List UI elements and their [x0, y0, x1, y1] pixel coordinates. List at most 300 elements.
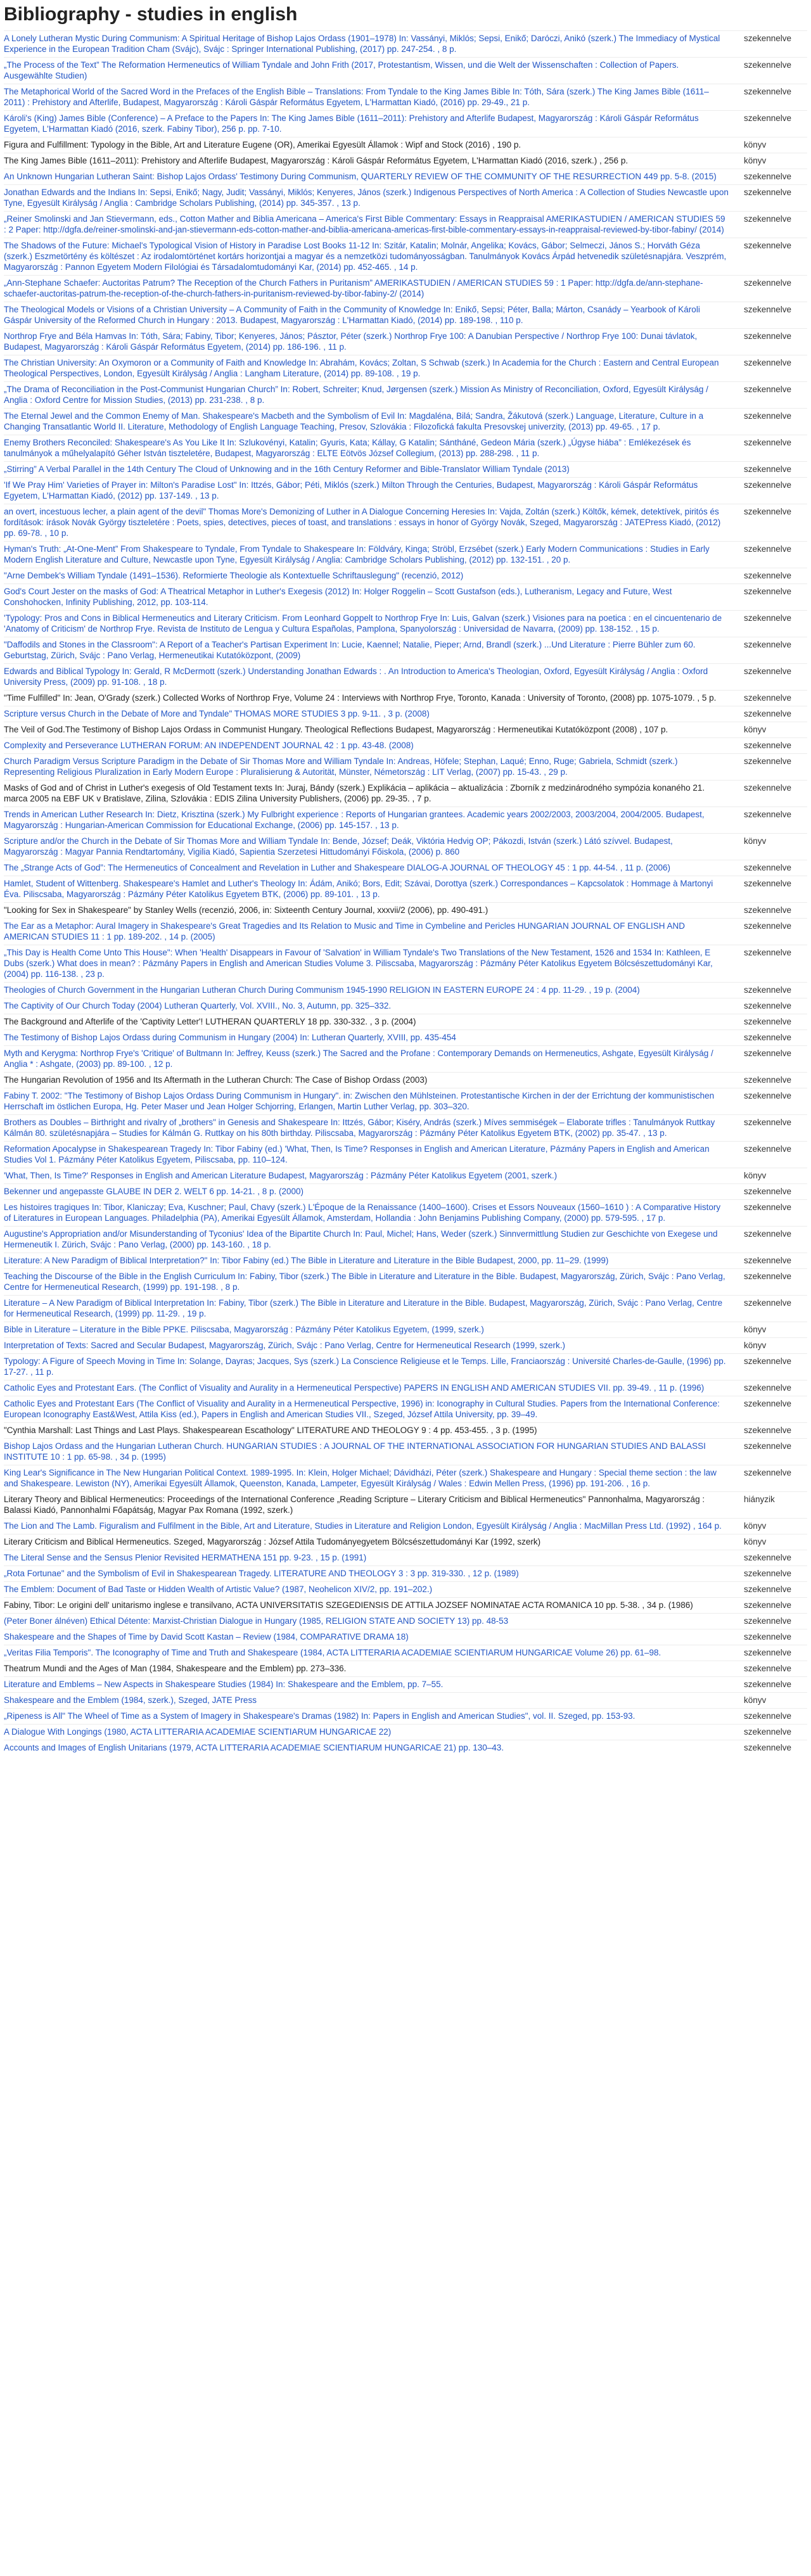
entry-text-cell: [4, 836, 741, 857]
bibliography-entry: [4, 1226, 807, 1253]
entry-text-cell: [4, 86, 741, 108]
entry-type-label: szekennelve: [744, 1680, 792, 1689]
entry-text-cell: [4, 1726, 741, 1737]
entry-title-link[interactable]: Scripture and/or the Church in the Debate of Sir Thomas More and William Tyndale In: Bende, József; Deák, Viktória Hedvig OP; Pákozdi, István (szerk.) Látó szívvel. Budapest, Magyarország : Magyar Pannia Rendtartomány, Vigilia Kiadó, Sapientia Szerzetesi Hittudományi Főiskola, (2006) p. 860: [4, 836, 673, 857]
bibliography-entry: [4, 1072, 807, 1088]
entry-type-label: szekennelve: [744, 305, 792, 314]
entry-text-cell: [4, 613, 741, 634]
entry-type-label: szekennelve: [744, 113, 792, 123]
bibliography-entry: [4, 1422, 807, 1438]
entry-type-label: szekennelve: [744, 783, 792, 793]
bibliography-entry: [4, 355, 807, 381]
bibliography-entry: [4, 238, 807, 275]
bibliography-entry: [4, 1676, 807, 1692]
bibliography-entry: [4, 1534, 807, 1550]
entry-title-text: Masks of God and of Christ in Luther's exegesis of Old Testament texts In: Juraj, Bándy (szerk.) Explikácia – aplikácia – aktualizácia : Zborník z medzinárodného sympózia konaného 21. marca 2005 na EBF UK v Bratislave, Zilina, Szlovákia : EDIS Zilina University Publishers, (2006) pp. 29-35. , 7 p.: [4, 783, 705, 803]
bibliography-entry: [4, 945, 807, 982]
entry-title-link[interactable]: "Daffodils and Stones in the Classroom": A Report of a Teacher's Partisan Experiment In: Lucie, Kaennel; Natalie, Pieper; Arnd, Brandl (szerk.) ...Und Literature : Pierre Bühler zum 60. Geburtstag, Zürich, Svájc : Pano Verlag, Hermeneutikai Kutatóközpont, (2009): [4, 640, 696, 660]
entry-type-label: szekennelve: [744, 411, 792, 421]
bibliography-entry: [4, 435, 807, 461]
entry-title-link[interactable]: Interpretation of Texts: Sacred and Secular Budapest, Magyarország, Zürich, Svájc : Pano Verlag, Centre for Hermeneutical Research (1999, szerk.): [4, 1341, 565, 1350]
entry-type-label: szekennelve: [744, 358, 792, 367]
entry-text-cell: [4, 1186, 741, 1197]
bibliography-entry: [4, 1740, 807, 1756]
entry-type-label: szekennelve: [744, 1033, 792, 1042]
entry-type-label: szekennelve: [744, 640, 792, 649]
entry-type-label: szekennelve: [744, 1202, 792, 1212]
entry-type-label: szekennelve: [744, 810, 792, 819]
bibliography-entry: [4, 1491, 807, 1518]
entry-type-label: szekennelve: [744, 60, 792, 70]
entry-title-link[interactable]: The Metaphorical World of the Sacred Word in the Prefaces of the English Bible – Translations: From Tyndale to the King James Bible In: Tóth, Sára (szerk.) The King James Bible (1611–2011) : Prehistory and Afterlife, Budapest, Magyarország : Károli Gáspár Református Egyetem, L'Harmattan Kiadó, (2016) pp. 29-49., 21 p.: [4, 87, 709, 107]
entry-type-label: könyv: [744, 1171, 767, 1180]
bibliography-entry: [4, 1014, 807, 1030]
entry-title-link[interactable]: Myth and Kerygma: Northrop Frye's 'Critique' of Bultmann In: Jeffrey, Keuss (szerk.) The Sacred and the Profane : Contemporary Demands on Hermeneutics, Ashgate, Egyesült Királyság / Anglia * : Ashgate, (2003) pp. 89-100. , 12 p.: [4, 1049, 713, 1069]
entry-text-cell: [4, 1742, 741, 1753]
entry-text-cell: [4, 384, 741, 405]
entry-title-link[interactable]: Reformation Apocalypse in Shakespearean Tragedy In: Tibor Fabiny (ed.) 'What, Then, Is Time? Responses in English and American Literature, Pázmány Papers in English and American Studies Vol 1. Pázmány Péter Katolikus Egyetem, Piliscsaba, pp. 110–124.: [4, 1144, 710, 1164]
entry-type-label: szekennelve: [744, 34, 792, 43]
entry-title-link[interactable]: The Lion and The Lamb. Figuralism and Fulfilment in the Bible, Art and Literature, Studies in Literature and Religion London, Egyesült Királyság / Anglia : MacMillan Press Ltd. (1992) , 164 p.: [4, 1521, 722, 1531]
entry-type-label: szekennelve: [744, 1256, 792, 1265]
bibliography-entry: [4, 275, 807, 302]
bibliography-entry: [4, 1353, 807, 1380]
entry-type-label: szekennelve: [744, 587, 792, 596]
entry-type-label: szekennelve: [744, 544, 792, 554]
bibliography-entry: [4, 1645, 807, 1661]
entry-text-cell: [4, 1467, 741, 1489]
bibliography-entry: [4, 541, 807, 568]
entry-type-label: szekennelve: [744, 1399, 792, 1408]
bibliography-entry: [4, 722, 807, 737]
entry-text-cell: [4, 139, 741, 150]
entry-text-cell: [4, 1117, 741, 1138]
bibliography-entry: [4, 84, 807, 110]
entry-text-cell: [4, 411, 741, 432]
bibliography-entry: [4, 706, 807, 722]
entry-type-label: könyv: [744, 140, 767, 150]
entry-type-label: könyv: [744, 725, 767, 734]
bibliography-entry: [4, 1088, 807, 1114]
entry-type-label: szekennelve: [744, 1001, 792, 1011]
entry-text-cell: [4, 708, 741, 719]
entry-title-link[interactable]: 'If We Pray Him' Varieties of Prayer in: Milton's Paradise Lost" In: Ittzés, Gábor; Péti, Miklós (szerk.) Milton Through the Centuries, Budapest, Magyarország : Károli Gáspár Református Egyetem, L'Harmattan Kiadó, (2012) pp. 137-149. , 13 p.: [4, 480, 698, 501]
bibliography-entry: [4, 1550, 807, 1565]
entry-type-label: szekennelve: [744, 172, 792, 181]
entry-text-cell: [4, 1324, 741, 1335]
entry-text-cell: [4, 1631, 741, 1642]
entry-title-link[interactable]: The Emblem: Document of Bad Taste or Hidden Wealth of Artistic Value? (1987, Neohelicon XIV/2, pp. 191–202.): [4, 1584, 433, 1594]
bibliography-entry: [4, 1438, 807, 1465]
entry-type-label: szekennelve: [744, 1632, 792, 1642]
entry-title-link[interactable]: an overt, incestuous lecher, a plain agent of the devil" Thomas More's Demonizing of Luther in A Dialogue Concerning Heresies In: Vajda, Zoltán (szerk.) Költők, kémek, detektívek, piritós és fordítások: írások Novák György tiszteletére : Poets, spies, detectives, pieces of toast, and translations : essays in honor of György Novák, Szeged, Magyarország : JATEPress Kiadó, (2012) pp. 69-78. , 10 p.: [4, 507, 721, 538]
bibliography-entry: [4, 110, 807, 137]
entry-type-label: szekennelve: [744, 507, 792, 516]
entry-type-label: szekennelve: [744, 985, 792, 995]
entry-text-cell: [4, 113, 741, 134]
entry-title-text: Theatrum Mundi and the Ages of Man (1984, Shakespeare and the Emblem) pp. 273–336.: [4, 1664, 347, 1673]
bibliography-entry: [4, 753, 807, 780]
entry-text-cell: [4, 1441, 741, 1462]
entry-title-link[interactable]: „Ripeness is All" The Wheel of Time as a System of Imagery in Shakespeare's Dramas (1982) In: Papers in English and American Studies", vol. II. Szeged, pp. 153-93.: [4, 1711, 635, 1721]
entry-text-cell: [4, 1600, 741, 1610]
bibliography-entry: [4, 1629, 807, 1645]
entry-text-cell: [4, 1048, 741, 1069]
entry-title-link[interactable]: Hamlet, Student of Wittenberg. Shakespeare's Hamlet and Luther's Theology In: Ádám, Anikó; Bors, Edit; Szávai, Dorottya (szerk.) Correspondances – Kapcsolatok : Hommage à Martonyi Éva. Piliscsaba, Magyarország : Pázmány Péter Katolikus Egyetem BTK, (2006) pp. 89-101. , 13 p.: [4, 879, 713, 899]
bibliography-entry: [4, 663, 807, 690]
entry-text-cell: [4, 331, 741, 352]
entry-title-link[interactable]: Shakespeare and the Shapes of Time by David Scott Kastan – Review (1984, COMPARATIVE DRAMA 18): [4, 1632, 409, 1642]
entry-title-link[interactable]: Catholic Eyes and Protestant Ears. (The Conflict of Visuality and Aurality in a Hermeneutical Perspective) PAPERS IN ENGLISH AND AMERICAN STUDIES VII. pp. 39-49. , 11 p. (1996): [4, 1383, 705, 1393]
bibliography-entry: [4, 583, 807, 610]
entry-type-label: szekennelve: [744, 741, 792, 750]
entry-text-cell: [4, 357, 741, 379]
entry-type-label: szekennelve: [744, 1017, 792, 1026]
entry-title-link[interactable]: The Eternal Jewel and the Common Enemy of Man. Shakespeare's Macbeth and the Symbolism of Evil In: Magdaléna, Bilá; Sandra, Žákutová (szerk.) Language, Literature, Culture in a Changing Transatlantic World II. Literature, Methodology of English Language Teaching, Presov, Szlovákia : Filozofická fakulta Presovskej univerzity, (2013) pp. 49-65. , 17 p.: [4, 411, 704, 431]
bibliography-entry: [4, 1141, 807, 1168]
bibliography-entry: [4, 1253, 807, 1268]
bibliography-entry: [4, 408, 807, 435]
entry-title-link[interactable]: Edwards and Biblical Typology In: Gerald, R McDermott (szerk.) Understanding Jonathan Edwards : . An Introduction to America's Theologian, Oxford, Egyesült Királyság / Anglia : Oxford University Press, (2009) pp. 91-108. , 18 p.: [4, 666, 708, 687]
bibliography-entry: [4, 328, 807, 355]
entry-title-link[interactable]: The Ear as a Metaphor: Aural Imagery in Shakespeare's Great Tragedies and Its Relation to Music and Time in Cymbeline and Pericles HUNGARIAN JOURNAL OF ENGLISH AND AMERICAN STUDIES 11 : 1 pp. 189-202. , 14 p. (2005): [4, 921, 686, 941]
entry-title-text: The Veil of God.The Testimony of Bishop Lajos Ordass in Communist Hungary. Theological Reflections Budapest, Magyarország : Hermeneutikai Kutatóközpont (2008) , 107 p.: [4, 725, 668, 734]
entry-title-link[interactable]: Brothers as Doubles – Birthright and rivalry of „brothers" in Genesis and Shakespeare In: Ittzés, Gábor; Kiséry, András (szerk.) Míves semmiségek – Elaborate trifles : Tanulmányok Ruttkay Kálmán 80. születésnapjára – Studies for Kálmán G. Ruttkay on his 80th birthday. Piliscsaba, Magyarország : Pázmány Péter Katolikus Egyetem BTK, (2002) pp. 35-47. , 13 p.: [4, 1118, 715, 1138]
bibliography-entry: [4, 1337, 807, 1353]
entry-text-cell: [4, 782, 741, 804]
entry-text-cell: [4, 1356, 741, 1377]
entry-type-label: szekennelve: [744, 1468, 792, 1477]
entry-text-cell: [4, 740, 741, 751]
entry-text-cell: [4, 1016, 741, 1027]
bibliography-entry: [4, 1396, 807, 1422]
entry-text-cell: [4, 921, 741, 942]
entry-text-cell: [4, 1425, 741, 1436]
entry-type-label: szekennelve: [744, 214, 792, 224]
entry-title-link[interactable]: The Christian University: An Oxymoron or a Community of Faith and Knowledge In: Abrahám, Kovács; Zoltan, S Schwab (szerk.) In Academia for the Church : Eastern and Central European Theological Perspectives, London, Egyesült Királyság / Anglia : Langham Literature, (2014) pp. 89-108. , 19 p.: [4, 358, 719, 378]
entry-title-link[interactable]: „The Drama of Reconciliation in the Post-Communist Hungarian Church” In: Robert, Schreiter; Knud, Jørgensen (szerk.) Mission As Ministry of Reconciliation, Oxford, Egyesült Királyság / Anglia : Oxford Centre for Mission Studies, (2013) pp. 231-238. , 8 p.: [4, 385, 708, 405]
entry-text-cell: [4, 692, 741, 703]
entry-text-cell: [4, 155, 741, 166]
entry-text-cell: [4, 905, 741, 915]
entry-title-link[interactable]: „Veritas Filia Temporis". The Iconography of Time and Truth and Shakespeare (1984, ACTA LITTERARIA ACADEMIAE SCIENTIARUM HUNGARICAE Volume 26) pp. 61–98.: [4, 1648, 661, 1657]
bibliography-entry: [4, 568, 807, 583]
entry-text-cell: [4, 1144, 741, 1165]
bibliography-entry: [4, 137, 807, 153]
bibliography-entry: [4, 1597, 807, 1613]
entry-title-text: Fabiny, Tibor: Le origini dell' unitarismo inglese e transilvano, ACTA UNIVERSITATIS SZEGEDIENSIS DE ATTILA JOZSEF NOMINATAE ACTA ROMANICA 10 pp. 5-38. , 34 p. (1986): [4, 1600, 693, 1610]
entry-type-label: szekennelve: [744, 1600, 792, 1610]
entry-text-cell: [4, 1695, 741, 1706]
bibliography-entry: [4, 1518, 807, 1534]
bibliography-entry: [4, 1045, 807, 1072]
entry-text-cell: [4, 570, 741, 581]
entry-type-label: szekennelve: [744, 571, 792, 580]
entry-type-label: szekennelve: [744, 1711, 792, 1721]
bibliography-entry: [4, 1565, 807, 1581]
entry-title-link[interactable]: The Testimony of Bishop Lajos Ordass during Communism in Hungary (2004) In: Lutheran Quarterly, XVIII, pp. 435-454: [4, 1033, 456, 1042]
entry-text-cell: [4, 304, 741, 326]
bibliography-entry: [4, 1168, 807, 1183]
entry-text-cell: [4, 1271, 741, 1292]
entry-title-link[interactable]: God's Court Jester on the masks of God: A Theatrical Metaphor in Luther's Exegesis (2012) In: Holger Roggelin – Scott Gustafson (eds.), Lutheranism, Legacy and Future, West Conshohocken, Infinity Publishing, 2012, pp. 103-114.: [4, 587, 672, 607]
entry-type-label: szekennelve: [744, 1229, 792, 1239]
bibliography-entry: [4, 1030, 807, 1045]
entry-title-link[interactable]: „Ann-Stephane Schaefer: Auctoritas Patrum? The Reception of the Church Fathers in Puritanism” AMERIKASTUDIEN / AMERICAN STUDIES 59 : 1 Paper: http://dgfa.de/ann-stephane-schaefer-auctoritas-patrum-the-reception-of-the-church-fathers-in-puritanism-reviewed-by-tibor-fabiny-2/ (2014): [4, 278, 703, 298]
entry-title-link[interactable]: Hyman's Truth: „At-One-Ment” From Shakespeare to Tyndale, From Tyndale to Shakespeare In: Földváry, Kinga; Ströbl, Erzsébet (szerk.) Early Modern Communications : Studies in Early Modern English Literature and Culture, Newcastle upon Tyne, Egyesült Királyság / Anglia: Cambridge Scholars Publishing, (2012) pp. 132-151. , 20 p.: [4, 544, 710, 564]
entry-type-label: szekennelve: [744, 1298, 792, 1308]
entry-title-text: Literary Criticism and Biblical Hermeneutics. Szeged, Magyarország : József Attila Tudományegyetem Bölcsészettudományi Kar (1992, szerk): [4, 1537, 541, 1546]
entry-text-cell: [4, 1568, 741, 1579]
entry-text-cell: [4, 1536, 741, 1547]
entry-type-label: szekennelve: [744, 1584, 792, 1594]
entry-title-link[interactable]: Complexity and Perseverance LUTHERAN FORUM: AN INDEPENDENT JOURNAL 42 : 1 pp. 43-48. (2008): [4, 741, 414, 750]
entry-type-label: szekennelve: [744, 1664, 792, 1673]
entry-type-label: szekennelve: [744, 188, 792, 197]
entry-type-label: szekennelve: [744, 613, 792, 623]
bibliography-entry: [4, 1114, 807, 1141]
bibliography-entry: [4, 780, 807, 807]
entry-text-cell: [4, 1340, 741, 1351]
entry-title-link[interactable]: „The Process of the Text” The Reformation Hermeneutics of William Tyndale and John Frith (2017, Protestantism, Wissen, und die Welt der Wissenschaften : Collection of Papers. Ausgewählte Studien): [4, 60, 679, 80]
entry-title-link[interactable]: Catholic Eyes and Protestant Ears (The Conflict of Visuality and Aurality in a Hermeneutical Perspective, 1996) in: Iconography in Cultural Studies. Papers from the International Conference: European Iconography East&West, Attila Kiss (ed.), Papers in English and American Studies VII., Szeged, József Attila University, pp. 39–49.: [4, 1399, 720, 1419]
entry-title-link[interactable]: King Lear's Significance in The New Hungarian Political Context. 1989-1995. In: Klein, Holger Michael; Dávidházi, Péter (szerk.) Shakespeare and Hungary : Special theme section : the law and Shakespeare. Lewiston (NY), Amerikai Egyesült Államok, Queenston, Kanada, Lampeter, Egyesült Királyság / Wales : Edwin Mellen Press, (1996) pp. 191-206. , 16 p.: [4, 1468, 717, 1488]
entry-text-cell: [4, 33, 741, 54]
entry-type-label: szekennelve: [744, 1091, 792, 1100]
bibliography-entry: [4, 1724, 807, 1740]
entry-type-label: könyv: [744, 836, 767, 846]
entry-text-cell: [4, 639, 741, 661]
entry-title-link[interactable]: Fabiny T. 2002: "The Testimony of Bishop Lajos Ordass During Communism in Hungary". in: Zwischen den Mühlsteinen. Protestantische Kirchen in der der Errichtung der kommunistischen Herrschaft im östlichen Europa, Hg. Peter Maser und Jean Holger Schjorring, Erlangen, Martin Luther Verlag, pp. 303–320.: [4, 1091, 715, 1111]
entry-title-link[interactable]: Literature: A New Paradigm of Biblical Interpretation?" In: Tibor Fabiny (ed.) The Bible in Literature and Literature in the Bible Budapest, 2000, pp. 11–29. (1999): [4, 1256, 609, 1265]
entry-title-link[interactable]: Augustine's Appropriation and/or Misunderstanding of Tyconius' Idea of the Bipartite Church In: Paul, Michel; Hans, Weder (szerk.) Sinnvermittlung Studien zur Geschichte von Exegese und Hermeneutik I. Zürich, Svájc : Pano Verlag, (2000) pp. 143-160. , 18 p.: [4, 1229, 718, 1249]
entry-title-link[interactable]: (Peter Boner álnéven) Ethical Détente: Marxist-Christian Dialogue in Hungary (1985, RELIGION STATE AND SOCIETY 13) pp. 48-53: [4, 1616, 509, 1626]
bibliography-entry: [4, 1380, 807, 1396]
bibliography-entry: [4, 902, 807, 918]
entry-text-cell: [4, 214, 741, 235]
entry-title-text: Literary Theory and Biblical Hermeneutics: Proceedings of the International Conference „Reading Scripture – Literary Criticism and Biblical Hermeneutics" Pannonhalma, Magyarország : Balassi Kiadó, Pannonhalmi Főapátság, Magyar Pax Romana (1992, szerk.): [4, 1495, 705, 1515]
bibliography-entry: [4, 982, 807, 998]
entry-type-label: szekennelve: [744, 1049, 792, 1058]
bibliography-entry: [4, 461, 807, 477]
bibliography-entry: [4, 1661, 807, 1676]
entry-text-cell: [4, 1202, 741, 1223]
entry-title-link[interactable]: "Arne Dembek's William Tyndale (1491–1536). Reformierte Theologie als Kontextuelle Schriftauslegung" (recenzió, 2012): [4, 571, 464, 580]
entry-type-label: szekennelve: [744, 1425, 792, 1435]
entry-title-text: Figura and Fulfillment: Typology in the Bible, Art and Literature Eugene (OR), Amerikai Egyesült Államok : Wipf and Stock (2016) , 190 p.: [4, 140, 521, 150]
bibliography-list: [4, 30, 807, 1756]
entry-type-label: szekennelve: [744, 1187, 792, 1196]
entry-title-link[interactable]: The Captivity of Our Church Today (2004) Lutheran Quarterly, Vol. XVIII., No. 3, Autumn, pp. 325–332.: [4, 1001, 392, 1011]
entry-type-label: szekennelve: [744, 1441, 792, 1451]
entry-title-link[interactable]: A Dialogue With Longings (1980, ACTA LITTERARIA ACADEMIAE SCIENTIARUM HUNGARICAE 22): [4, 1727, 392, 1737]
entry-text-cell: [4, 1382, 741, 1393]
entry-text-cell: [4, 1647, 741, 1658]
entry-title-link[interactable]: Károli's (King) James Bible (Conference) – A Preface to the Papers In: The King James Bible (1611–2011): Prehistory and Afterlife Budapest, Magyarország : Károli Gáspár Református Egyetem, L'Harmattan Kiadó (2016, szerk. Fabiny Tibor), 256 p. pp. 7-10.: [4, 113, 699, 134]
entry-type-label: szekennelve: [744, 756, 792, 766]
entry-title-link[interactable]: 'Typology: Pros and Cons in Biblical Hermeneutics and Literary Criticism. From Leonhard Goppelt to Northrop Frye In: Luis, Galvan (szerk.) Visiones para na poetica : en el cincuentenario de 'Anatomy of Criticism' de Northrop Frye. Revista de Instituto de Lengua y Cultura Españolas, Pamplona, Spanyolország : Universidad de Navarra, (2009) pp. 138-152. , 15 p.: [4, 613, 722, 634]
entry-type-label: szekennelve: [744, 1075, 792, 1085]
entry-title-link[interactable]: Bible in Literature – Literature in the Bible PPKE. Piliscsaba, Magyarország : Pázmány Péter Katolikus Egyetem, (1999, szerk.): [4, 1325, 484, 1334]
entry-text-cell: [4, 1170, 741, 1181]
entry-title-link[interactable]: The „Strange Acts of God”: The Hermeneutics of Concealment and Revelation in Luther and Shakespeare DIALOG-A JOURNAL OF THEOLOGY 45 : 1 pp. 44-54. , 11 p. (2006): [4, 863, 671, 872]
entry-title-link[interactable]: Teaching the Discourse of the Bible in the English Curriculum In: Fabiny, Tibor (szerk.) The Bible in Literature and Literature in the Bible. Budapest, Magyarország, Zürich, Svájc : Pano Verlag, Centre for Hermeneutical Research, (1999) pp. 191-198. , 8 p.: [4, 1272, 725, 1292]
bibliography-entry: [4, 504, 807, 541]
entry-title-link[interactable]: Northrop Frye and Béla Hamvas In: Tóth, Sára; Fabiny, Tibor; Kenyeres, János; Pásztor, Péter (szerk.) Northrop Frye 100: A Danubian Perspective / Northrop Frye 100: Dunai távlatok, Budapest, Magyarország : Károli Gáspár Református Egyetem, (2014) pp. 186-196. , 11 p.: [4, 331, 698, 352]
entry-title-link[interactable]: „This Day is Health Come Unto This House": When 'Health' Disappears in Favour of 'Salvation' in William Tyndale's Two Translations of the New Testament, 1526 and 1534 In: Kathleen, E Dubs (szerk.) What does in mean? : Pázmány Papers in English and American Studies Volume 3. Piliscsaba, Magyarország : Pázmány Péter Katolikus Egyetem Bölcsészettudományi Kar, (2004) pp. 116-138. , 23 p.: [4, 948, 713, 979]
entry-title-link[interactable]: Bekenner und angepasste GLAUBE IN DER 2. WELT 6 pp. 14-21. , 8 p. (2000): [4, 1187, 304, 1196]
entry-text-cell: [4, 480, 741, 501]
bibliography-entry: [4, 1295, 807, 1322]
entry-type-label: szekennelve: [744, 241, 792, 250]
entry-text-cell: [4, 586, 741, 608]
bibliography-entry: [4, 381, 807, 408]
bibliography-entry: [4, 876, 807, 902]
entry-text-cell: [4, 862, 741, 873]
entry-type-label: könyv: [744, 1537, 767, 1546]
bibliography-entry: [4, 477, 807, 504]
entry-text-cell: [4, 240, 741, 272]
entry-type-label: szekennelve: [744, 921, 792, 931]
bibliography-entry: [4, 57, 807, 84]
entry-type-label: szekennelve: [744, 1272, 792, 1281]
entry-text-cell: [4, 187, 741, 208]
entry-title-link[interactable]: Theologies of Church Government in the Hungarian Lutheran Church During Communism 1945-1990 RELIGION IN EASTERN EUROPE 24 : 4 pp. 11-29. , 19 p. (2004): [4, 985, 640, 995]
entry-text-cell: [4, 1090, 741, 1112]
entry-title-link[interactable]: Typology: A Figure of Speech Moving in Time In: Solange, Dayras; Jacques, Sys (szerk.) La Conscience Religieuse et le Temps. Lille, Franciaország : Université Charles-de-Gaulle, (1996) pp. 17-27. , 11 p.: [4, 1356, 726, 1377]
entry-text-cell: [4, 1074, 741, 1085]
entry-text-cell: [4, 544, 741, 565]
entry-type-label: szekennelve: [744, 1553, 792, 1562]
bibliography-entry: [4, 807, 807, 833]
entry-text-cell: [4, 1228, 741, 1250]
entry-title-link[interactable]: Church Paradigm Versus Scripture Paradigm in the Debate of Sir Thomas More and William Tyndale In: Andreas, Höfele; Stephan, Laqué; Enno, Ruge; Gabriela, Schmidt (szerk.) Representing Religious Pluralization in Early Modern Europe : Pluralisierung & Autorität, Münster, Németország : LIT Verlag, (2007) pp. 15-43. , 29 p.: [4, 756, 678, 777]
entry-text-cell: [4, 1255, 741, 1266]
entry-type-label: szekennelve: [744, 1356, 792, 1366]
bibliography-entry: [4, 637, 807, 663]
entry-text-cell: [4, 1616, 741, 1626]
entry-type-label: szekennelve: [744, 666, 792, 676]
entry-text-cell: [4, 947, 741, 979]
entry-title-link[interactable]: Accounts and Images of English Unitarians (1979, ACTA LITTERARIA ACADEMIAE SCIENTIARUM HUNGARICAE 21) pp. 130–43.: [4, 1743, 504, 1752]
entry-title-link[interactable]: Les histoires tragiques In: Tibor, Klaniczay; Eva, Kuschner; Paul, Chavy (szerk.) L'Époque de la Renaissance (1400–1600). Crises et Essors Nouveaux (1560–1610 ) : A Comparative History of Literatures in European Languages. Philadelphia (PA), Amerikai Egyesült Államok, Amsterdam, Hollandia : John Benjamins Publishing Company, (2000) pp. 579-595. , 17 p.: [4, 1202, 721, 1223]
entry-text-cell: [4, 1679, 741, 1690]
entry-title-link[interactable]: „Reiner Smolinski and Jan Stievermann, eds., Cotton Mather and Biblia Americana – America's First Bible Commentary: Essays in Reappraisal AMERIKASTUDIEN / AMERICAN STUDIES 59 : 2 Paper: http://dgfa.de/reiner-smolinski-and-jan-stievermann-eds-cotton-mather-and-biblia-americana-americas-first-bible-commentary-essays-in-reappraisal-reviewed-by-tibor-fabiny/ (2014): [4, 214, 725, 234]
entry-title-text: The Background and Afterlife of the 'Captivity Letter'! LUTHERAN QUARTERLY 18 pp. 330-332. , 3 p. (2004): [4, 1017, 416, 1026]
entry-title-text: "Cynthia Marshall: Last Things and Last Plays. Shakespearean Escathology" LITERATURE AND THEOLOGY 9 : 4 pp. 453-455. , 3 p. (1995): [4, 1425, 537, 1435]
entry-type-label: szekennelve: [744, 1727, 792, 1737]
bibliography-entry: [4, 1613, 807, 1629]
entry-text-cell: [4, 985, 741, 995]
entry-title-link[interactable]: 'What, Then, Is Time?' Responses in English and American Literature Budapest, Magyarország : Pázmány Péter Katolikus Egyetem (2001, szerk.): [4, 1171, 558, 1180]
entry-title-link[interactable]: The Literal Sense and the Sensus Plenior Revisited HERMATHENA 151 pp. 9-23. , 15 p. (1991): [4, 1553, 367, 1562]
bibliography-entry: [4, 860, 807, 876]
entry-text-cell: [4, 60, 741, 81]
entry-type-label: könyv: [744, 1695, 767, 1705]
entry-text-cell: [4, 437, 741, 459]
entry-type-label: szekennelve: [744, 1383, 792, 1393]
entry-type-label: szekennelve: [744, 480, 792, 490]
entry-text-cell: [4, 1398, 741, 1420]
entry-type-label: szekennelve: [744, 1144, 792, 1154]
entry-type-label: szekennelve: [744, 278, 792, 288]
entry-type-label: szekennelve: [744, 1118, 792, 1127]
bibliography-entry: [4, 169, 807, 184]
entry-type-label: könyv: [744, 1341, 767, 1350]
entry-title-link[interactable]: Jonathan Edwards and the Indians In: Sepsi, Enikő; Nagy, Judit; Vassányi, Miklós; Kenyeres, János (szerk.) Indigenous Perspectives of North America : A Collection of Studies Newcastle upon Tyne, Egyesült Királyság / Anglia : Cambridge Scholars Publishing, (2014) pp. 345-357. , 13 p.: [4, 188, 729, 208]
bibliography-entry: [4, 211, 807, 238]
entry-type-label: szekennelve: [744, 1648, 792, 1657]
entry-title-link[interactable]: „Rota Fortunae" and the Symbolism of Evil in Shakespearean Tragedy. LITERATURE AND THEOLOGY 3 : 3 pp. 319-330. , 12 p. (1989): [4, 1569, 519, 1578]
entry-title-text: The King James Bible (1611–2011): Prehistory and Afterlife Budapest, Magyarország : Károli Gáspár Református Egyetem, L'Harmattan Kiadó (2016, szerk.) , 256 p.: [4, 156, 629, 165]
entry-title-link[interactable]: Trends in American Luther Research In: Dietz, Krisztina (szerk.) My Fulbright experience : Reports of Hungarian grantees. Academic years 2002/2003, 2003/2004, 2004/2005. Budapest, Magyarország : Hungarian-American Commission for Educational Exchange, (2006) pp. 145-157. , 13 p.: [4, 810, 705, 830]
bibliography-entry: [4, 1183, 807, 1199]
entry-type-label: szekennelve: [744, 1569, 792, 1578]
entry-text-cell: [4, 878, 741, 900]
entry-type-label: szekennelve: [744, 331, 792, 341]
entry-text-cell: [4, 666, 741, 687]
entry-title-link[interactable]: Literature – A New Paradigm of Biblical Interpretation In: Fabiny, Tibor (szerk.) The Bible in Literature and Literature in the Bible. Budapest, Magyarország, Zürich, Svájc : Pano Verlag, Centre for Hermeneutical Research, (1999) pp. 11-29. , 19 p.: [4, 1298, 723, 1318]
entry-title-link[interactable]: Literature and Emblems – New Aspects in Shakespeare Studies (1984) In: Shakespeare and the Emblem, pp. 7–55.: [4, 1680, 444, 1689]
entry-text-cell: [4, 506, 741, 539]
entry-text-cell: [4, 756, 741, 777]
entry-title-text: The Hungarian Revolution of 1956 and Its Aftermath in the Lutheran Church: The Case of Bishop Ordass (2003): [4, 1075, 428, 1085]
entry-title-link[interactable]: Bishop Lajos Ordass and the Hungarian Lutheran Church. HUNGARIAN STUDIES : A JOURNAL OF THE INTERNATIONAL ASSOCIATION FOR HUNGARIAN STUDIES AND BALASSI INSTITUTE 10 : 1 pp. 65-98. , 34 p. (1995): [4, 1441, 706, 1462]
entry-text-cell: [4, 1521, 741, 1531]
entry-title-link[interactable]: An Unknown Hungarian Lutheran Saint: Bishop Lajos Ordass' Testimony During Communism, QUARTERLY REVIEW OF THE COMMUNITY OF THE RESURRECTION 449 pp. 5-8. (2015): [4, 172, 717, 181]
bibliography-entry: [4, 690, 807, 706]
entry-title-text: "Looking for Sex in Shakespeare" by Stanley Wells (recenzió, 2006, in: Sixteenth Century Journal, xxxvii/2 (2006), pp. 490-491.): [4, 905, 489, 915]
entry-text-cell: [4, 1032, 741, 1043]
entry-type-label: szekennelve: [744, 1743, 792, 1752]
bibliography-entry: [4, 1708, 807, 1724]
entry-title-link[interactable]: A Lonely Lutheran Mystic During Communism: A Spiritual Heritage of Bishop Lajos Ordass (1901–1978) In: Vassányi, Miklós; Sepsi, Enikő; Daróczi, Anikó (szerk.) The Immediacy of Mystical Experience in the European Tradition Cham (Svájc), Svájc : Springer International Publishing, (2017) pp. 247-254. , 8 p.: [4, 34, 720, 54]
bibliography-entry: [4, 153, 807, 169]
bibliography-entry: [4, 737, 807, 753]
entry-text-cell: [4, 1711, 741, 1721]
entry-type-label: szekennelve: [744, 709, 792, 718]
entry-type-label: szekennelve: [744, 438, 792, 447]
entry-title-link[interactable]: Shakespeare and the Emblem (1984, szerk.), Szeged, JATE Press: [4, 1695, 257, 1705]
bibliography-entry: [4, 184, 807, 211]
entry-type-label: szekennelve: [744, 948, 792, 957]
bibliography-entry: [4, 30, 807, 57]
entry-type-label: szekennelve: [744, 1616, 792, 1626]
entry-title-link[interactable]: The Theological Models or Visions of a Christian University – A Community of Faith in the Community of Knowledge In: Enikő, Sepsi; Péter, Balla; Márton, Csanády – Yearbook of Károli Gáspár University of the Reformed Church in Hungary : 2013. Budapest, Magyarország : L'Harmattan Kiadó, (2014) pp. 189-198. , 110 p.: [4, 305, 700, 325]
entry-title-link[interactable]: Enemy Brothers Reconciled: Shakespeare's As You Like It In: Szlukovényi, Katalin; Gyuris, Kata; Kállay, G Katalin; Sántháné, Gedeon Mária (szerk.) „Úgyse hiába” : Emlékezések és tanulmányok a műhelyalapító Géher István tiszteletére, Budapest, Magyarország : ELTE Eötvös József Collegium, (2013) pp. 288-298. , 11 p.: [4, 438, 691, 458]
bibliography-entry: [4, 998, 807, 1014]
entry-text-cell: [4, 1584, 741, 1595]
entry-type-label: könyv: [744, 1325, 767, 1334]
entry-type-label: hiányzik: [744, 1495, 775, 1504]
bibliography-entry: [4, 833, 807, 860]
entry-text-cell: [4, 1663, 741, 1674]
entry-title-link[interactable]: „Stirring” A Verbal Parallel in the 14th Century The Cloud of Unknowing and in the 16th Century Reformer and Bible-Translator William Tyndale (2013): [4, 464, 570, 474]
bibliography-entry: [4, 1268, 807, 1295]
entry-text-cell: [4, 1552, 741, 1563]
entry-text-cell: [4, 1494, 741, 1515]
entry-type-label: könyv: [744, 156, 767, 165]
entry-type-label: szekennelve: [744, 464, 792, 474]
bibliography-entry: [4, 610, 807, 637]
entry-text-cell: [4, 464, 741, 475]
entry-text-cell: [4, 171, 741, 182]
entry-title-link[interactable]: Scripture versus Church in the Debate of More and Tyndale" THOMAS MORE STUDIES 3 pp. 9-11. , 3 p. (2008): [4, 709, 430, 718]
bibliography-entry: [4, 302, 807, 328]
entry-type-label: szekennelve: [744, 863, 792, 872]
entry-type-label: szekennelve: [744, 87, 792, 96]
entry-title-link[interactable]: The Shadows of the Future: Michael's Typological Vision of History in Paradise Lost Books 11-12 In: Szitár, Katalin; Molnár, Angelika; Kovács, Gábor; Selmeczi, János S.; Horváth Géza (szerk.) Eszmetörtény és költészet : Az irodalomtörténet kortárs horizontjai a magyar és a nemzetközi tudományosságban. Tanulmányok Kovács Árpád hetvenedik születésnapjára. Veszprém, Magyarország : Pannon Egyetem Modern Filológiai és Társadalomtudományi Kar, (2014) pp. 452-465. , 14 p.: [4, 241, 727, 272]
